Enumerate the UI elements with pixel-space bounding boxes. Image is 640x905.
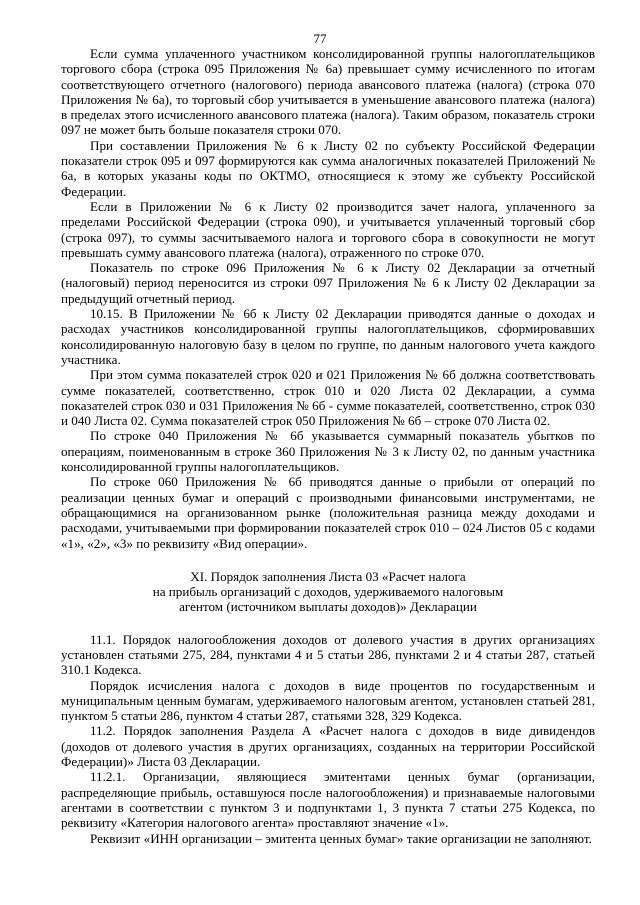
paragraph: При этом сумма показателей строк 020 и 021 Приложения № 6б должна соответствовать сумме показателей, соответственно, строк 010 и 020 Листа 02 Декларации, а сумма показателей строк 030 и 031 Приложения № 6б - сумме показателей, соответственно, строк 030 и 040 Листа 02. Сумма показателей строк 050 Приложения № 6б – строке 070 Листа 02. <box>61 367 595 429</box>
paragraph: При составлении Приложения № 6 к Листу 02 по субъекту Российской Федерации показатели строк 095 и 097 формируются как сумма аналогичных показателей Приложений № 6а, в которых указаны коды по ОКТМО, относящиеся к этому же субъекту Российской Федерации. <box>61 137 595 199</box>
paragraph: Реквизит «ИНН организации – эмитента ценных бумаг» такие организации не заполняют. <box>90 830 592 846</box>
paragraph: 10.15. В Приложении № 6б к Листу 02 Декларации приводятся данные о доходах и расходах участников консолидированной группы налогоплательщиков, сформировавших консолидированную налоговую базу в целом по группе, по данным налогового учета каждого участника. <box>61 306 595 367</box>
paragraph: По строке 040 Приложения № 6б указывается суммарный показатель убытков по операциям, поименованным в строке 360 Приложения № 3 к Листу 02, по данным участника консолидированной группы налогоплательщиков. <box>61 428 595 475</box>
section-heading-line: XI. Порядок заполнения Листа 03 «Расчет налога <box>190 568 466 584</box>
section-heading-line: на прибыль организаций с доходов, удерживаемого налоговым <box>152 584 504 600</box>
section-heading <box>61 569 595 615</box>
paragraph: 11.2. Порядок заполнения Раздела А «Расчет налога с доходов в виде дивидендов (доходов от долевого участия в других организациях, созданных на территории Российской Федерации)» Листа 03 Декларации. <box>61 723 595 770</box>
paragraph: Если сумма уплаченного участником консолидированной группы налогоплательщиков торгового сбора (строка 095 Приложения № 6а) превышает сумму исчисленного по итогам соответствующего отчетного (налогового) периода авансового платежа (налога) (строка 070 Приложения № 6а), то торговый сбор учитывается в уменьшение авансового платежа (налога) в пределах этого исчисленного авансового платежа (налога). Таким образом, показатель строки 097 не может быть больше показателя строки 070. <box>61 46 595 138</box>
section-heading-line: агентом (источником выплаты доходов)» Декларации <box>179 599 477 615</box>
paragraph: 11.1. Порядок налогообложения доходов от долевого участия в других организациях установлен статьями 275, 284, пунктами 4 и 5 статьи 286, пунктами 2 и 4 статьи 287, статьей 310.1 Кодекса. <box>61 631 595 678</box>
paragraph: 11.2.1. Организации, являющиеся эмитентами ценных бумаг (организации, распределяющие прибыль, оставшуюся после налогообложения) и признаваемые налоговыми агентами в соответствии с пунктом 3 и подпунктами 1, 3 пункта 7 статьи 275 Кодекса, по реквизиту «Категория налогового агента» проставляют значение «1». <box>61 769 595 831</box>
document-body <box>61 46 595 846</box>
page-number: 77 <box>313 31 327 46</box>
paragraph: Если в Приложении № 6 к Листу 02 производится зачет налога, уплаченного за пределами Российской Федерации (строка 090), и учитывается уплаченный торговый сбор (строка 097), то суммы засчитываемого налога и торгового сбора в совокупности не могут превышать сумму авансового платежа (налога), отраженного по строке 070. <box>61 198 595 260</box>
paragraph: Порядок исчисления налога с доходов в виде процентов по государственным и муниципальным ценным бумагам, удерживаемого налоговым агентом, установлен статьей 281, пунктом 5 статьи 286, пунктом 4 статьи 287, статьями 328, 329 Кодекса. <box>61 677 595 724</box>
paragraph: По строке 060 Приложения № 6б приводятся данные о прибыли от операций по реализации ценных бумаг и операций с производными финансовыми инструментами, не обращающимися на организованном рынке (положительная разница между доходами и расходами, учитываемыми при формировании показателей строк 010 – 024 Листов 05 с кодами «1», «2», «3» по реквизиту «Вид операции». <box>61 474 595 551</box>
paragraph: Показатель по строке 096 Приложения № 6 к Листу 02 Декларации за отчетный (налоговый) период переносится из строки 097 Приложения № 6 к Листу 02 Декларации за предыдущий отчетный период. <box>61 260 595 306</box>
